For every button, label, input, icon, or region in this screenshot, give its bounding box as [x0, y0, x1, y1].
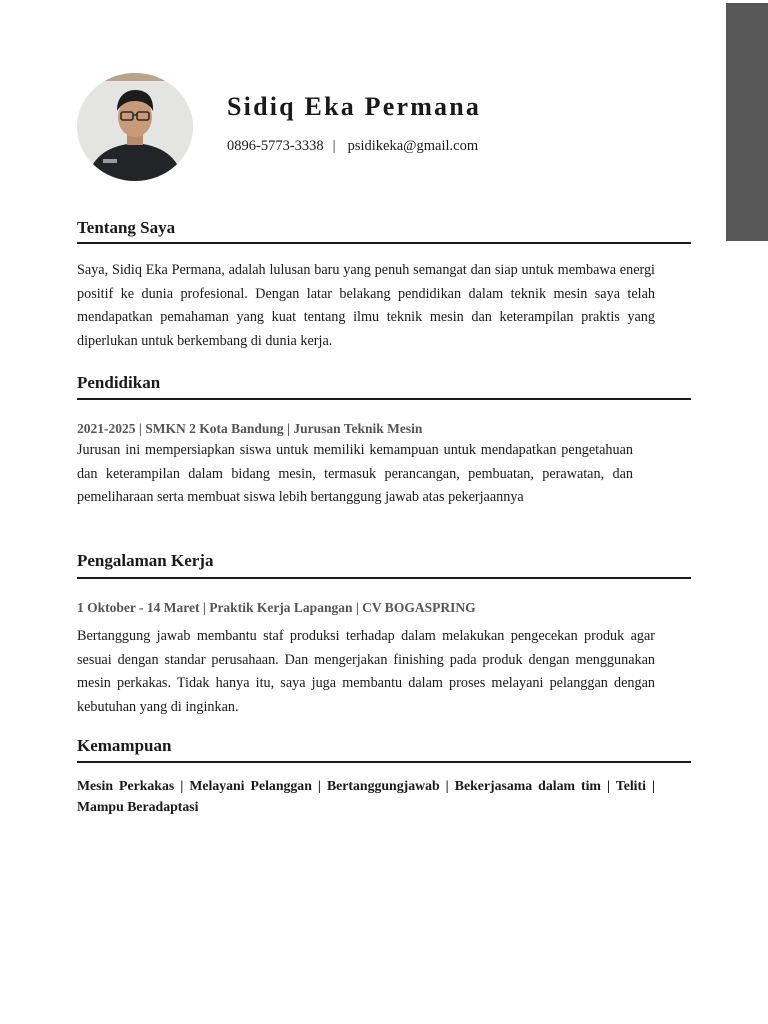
profile-photo	[77, 73, 193, 181]
phone-number: 0896-5773-3338	[227, 138, 324, 154]
email-address: psidikeka@gmail.com	[347, 138, 479, 154]
contact-line	[227, 138, 478, 155]
section-divider	[77, 761, 691, 763]
side-tab	[726, 3, 768, 241]
experience-entry-heading: 1 Oktober - 14 Maret | Praktik Kerja Lapangan | CV BOGASPRING	[77, 600, 476, 615]
section-title-experience: Pengalaman Kerja	[77, 551, 214, 570]
education-entry-heading: 2021-2025 | SMKN 2 Kota Bandung | Jurusan Teknik Mesin	[77, 421, 423, 436]
section-divider	[77, 577, 691, 579]
profile-name: Sidiq Eka Permana	[227, 92, 482, 121]
about-text: Saya, Sidiq Eka Permana, adalah lulusan baru yang penuh semangat dan siap untuk membawa energi positif ke dunia profesional. Dengan latar belakang pendidikan dalam teknik mesin saya telah mendapatkan pemahaman yang kuat tentang ilmu teknik mesin dan keterampilan praktis yang diperlukan untuk berkembang di dunia kerja.	[77, 262, 655, 349]
section-divider	[77, 242, 691, 244]
section-title-education: Pendidikan	[77, 373, 161, 392]
section-divider	[77, 398, 691, 400]
skills-list: Mesin Perkakas | Melayani Pelanggan | Bertanggungjawab | Bekerjasama dalam tim | Teliti | Mampu Beradaptasi	[77, 778, 655, 814]
contact-separator: |	[332, 138, 336, 154]
education-entry-text: Jurusan ini mempersiapkan siswa untuk memiliki kemampuan untuk mendapatkan pengetahuan dan keterampilan dalam bidang mesin, termasuk perancangan, pembuatan, perawatan, dan pemeliharaan serta membuat siswa lebih bertanggung jawab atas pekerjaannya	[77, 442, 633, 505]
section-title-skills: Kemampuan	[77, 736, 172, 755]
experience-entry-text: Bertanggung jawab membantu staf produksi terhadap dalam melakukan pengecekan produk agar sesuai dengan standar perusahaan. Dan mengerjakan finishing pada produk dengan menggunakan mesin perkakas. Tidak hanya itu, saya juga membantu dalam proses melayani pelanggan dengan kebutuhan yang di inginkan.	[77, 628, 655, 715]
section-title-about: Tentang Saya	[77, 218, 176, 237]
